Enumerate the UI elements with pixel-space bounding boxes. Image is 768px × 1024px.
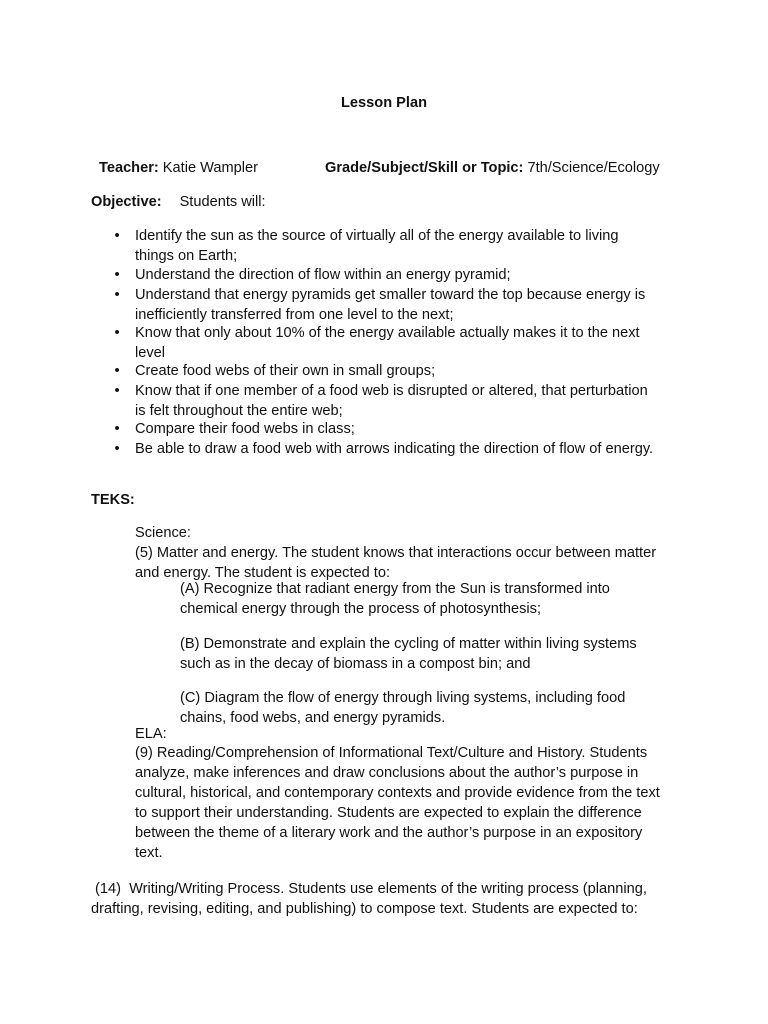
teacher-line [99, 158, 258, 178]
ela-standard [135, 725, 660, 863]
bullet-icon: • [114, 228, 120, 244]
writing-line: (14) Writing/Writing Process. Students use elements of the writing process (planning, [91, 881, 647, 897]
objective-text-line: Understand that energy pyramids get smaller toward the top because energy is [135, 287, 646, 303]
objective-text-line: Know that if one member of a food web is disrupted or altered, that perturbation [135, 383, 648, 399]
ela-line: cultural, historical, and contemporary contexts and provide evidence from the text [135, 785, 660, 801]
objective-line [91, 192, 266, 212]
bullet-icon: • [114, 287, 120, 303]
item-a-line: chemical energy through the process of photosynthesis; [180, 601, 541, 617]
objective-text-line: Be able to draw a food web with arrows indicating the direction of flow of energy. [135, 441, 654, 457]
item-a-line: (A) Recognize that radiant energy from the Sun is transformed into [180, 581, 610, 597]
item-b-line: such as in the decay of biomass in a compost bin; and [180, 656, 531, 672]
science-standard [135, 523, 656, 583]
bullet-icon: • [114, 363, 120, 379]
science-item-b [180, 634, 637, 674]
ela-line: between the theme of a literary work and the author’s purpose in an expository [135, 825, 643, 841]
objective-item-text [135, 419, 355, 439]
ela-line: analyze, make inferences and draw conclusions about the author’s purpose in [135, 765, 639, 781]
science-line: Science: [135, 525, 191, 541]
objective-label: Objective: [91, 194, 162, 210]
ela-line: (9) Reading/Comprehension of Informational Text/Culture and History. Students [135, 745, 648, 761]
grade-value: 7th/Science/Ecology [523, 160, 660, 176]
teacher-label: Teacher: [99, 160, 159, 176]
objective-text-line: is felt throughout the entire web; [135, 403, 343, 419]
bullet-icon: • [114, 383, 120, 399]
objective-item-text [135, 226, 619, 266]
science-line: and energy. The student is expected to: [135, 565, 391, 581]
objective-item-text [135, 285, 645, 325]
bullet-icon: • [114, 267, 120, 283]
science-item-a [180, 579, 610, 619]
objective-item-text [135, 361, 435, 381]
teks-heading: TEKS: [91, 492, 135, 508]
page-title: Lesson Plan [341, 95, 427, 111]
objective-text-line: Compare their food webs in class; [135, 421, 355, 437]
objective-value: Students will: [179, 194, 266, 210]
item-b-line: (B) Demonstrate and explain the cycling of matter within living systems [180, 636, 637, 652]
objective-text-line: things on Earth; [135, 248, 238, 264]
objective-text-line: Understand the direction of flow within an energy pyramid; [135, 267, 511, 283]
bullet-icon: • [114, 441, 120, 457]
teacher-value: Katie Wampler [158, 160, 258, 176]
objective-text-line: level [135, 345, 166, 361]
objective-text-line: Create food webs of their own in small groups; [135, 363, 436, 379]
writing-line: drafting, revising, editing, and publishing) to compose text. Students are expected to: [91, 901, 638, 917]
grade-line [325, 158, 660, 178]
objective-text-line: Know that only about 10% of the energy available actually makes it to the next [135, 325, 640, 341]
objective-text-line: Identify the sun as the source of virtually all of the energy available to living [135, 228, 619, 244]
writing-standard [91, 879, 647, 919]
bullet-icon: • [114, 325, 120, 341]
item-c-line: (C) Diagram the flow of energy through living systems, including food [180, 690, 626, 706]
grade-label: Grade/Subject/Skill or Topic: [325, 160, 524, 176]
objective-text-line: inefficiently transferred from one level to the next; [135, 307, 454, 323]
item-c-line: chains, food webs, and energy pyramids. [180, 710, 446, 726]
ela-line: ELA: [135, 726, 167, 742]
objective-item-text [135, 323, 640, 363]
bullet-icon: • [114, 421, 120, 437]
science-line: (5) Matter and energy. The student knows that interactions occur between matter [135, 545, 657, 561]
science-item-c [180, 688, 625, 728]
objective-item-text [135, 381, 648, 421]
objective-item-text [135, 439, 653, 459]
objective-item-text [135, 265, 511, 285]
ela-line: text. [135, 845, 163, 861]
ela-line: to support their understanding. Students are expected to explain the difference [135, 805, 642, 821]
